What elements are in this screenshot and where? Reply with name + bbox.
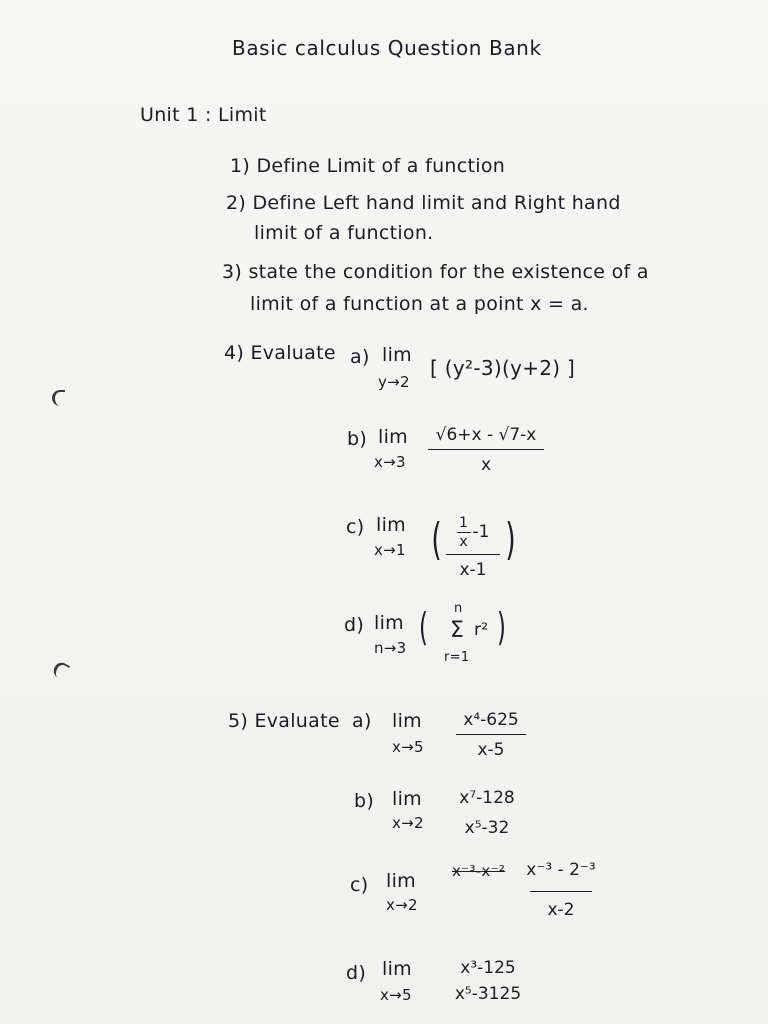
- q5a-approach: x→5: [392, 738, 424, 756]
- q4c-inner-rest: -1: [472, 522, 490, 542]
- q5b-numerator: x⁷-128: [459, 788, 515, 808]
- q5b-denominator: x⁵-32: [464, 818, 510, 838]
- q5c-denominator: x-2: [547, 900, 575, 920]
- left-paren: (: [418, 605, 428, 649]
- q5b-approach: x→2: [392, 814, 424, 832]
- q4a-expression: [ (y²-3)(y+2) ]: [430, 356, 576, 380]
- q5a-numerator: x⁴-625: [463, 710, 519, 730]
- q5d-fraction: [448, 960, 528, 1003]
- q5d-lim: lim: [382, 958, 412, 980]
- q4b-fraction: [428, 427, 544, 474]
- q5b-lim: lim: [392, 788, 422, 810]
- q5a-part: a): [352, 710, 372, 732]
- q4c-inner-denominator: x: [459, 534, 468, 550]
- q4a-lim: lim: [382, 344, 412, 366]
- q4d-approach: n→3: [374, 639, 407, 657]
- question-1: 1) Define Limit of a function: [230, 155, 506, 177]
- q5c-lim: lim: [386, 870, 416, 892]
- q4d-part: d): [344, 614, 365, 636]
- fraction-bar: [428, 449, 544, 450]
- q5d-denominator: x⁵-3125: [454, 984, 522, 1004]
- q4b-denominator: x: [480, 455, 492, 475]
- q4a-part: a): [350, 346, 370, 368]
- q4d-term: r²: [474, 620, 489, 640]
- q5b-part: b): [354, 790, 375, 812]
- fraction-bar: [457, 532, 471, 533]
- q5c-numerator: x⁻³ - 2⁻³: [526, 860, 596, 880]
- q4d-sigma-bottom: r=1: [444, 650, 470, 665]
- q4c-inner-numerator: 1: [459, 515, 468, 531]
- left-paren: (: [431, 514, 442, 565]
- q4c-lim: lim: [376, 514, 406, 536]
- q4b-lim: lim: [378, 426, 408, 448]
- fraction-bar: [454, 812, 520, 813]
- q4d-sigma-top: n: [454, 601, 463, 616]
- fraction-bar: [448, 981, 528, 982]
- q5a-denominator: x-5: [477, 740, 505, 760]
- right-paren: ): [505, 514, 516, 565]
- q4b-numerator: √6+x - √7-x: [435, 425, 537, 445]
- q4b-part: b): [347, 428, 368, 450]
- q4d-lim: lim: [374, 612, 404, 634]
- q5c-approach: x→2: [386, 896, 418, 914]
- question-2-line-1: 2) Define Left hand limit and Right hand: [226, 192, 621, 214]
- q5d-approach: x→5: [380, 986, 412, 1004]
- fraction-bar: [446, 554, 500, 555]
- binder-hole-mark: [51, 660, 70, 680]
- q4c-outer-numerator: [453, 516, 494, 549]
- q4b-approach: x→3: [374, 453, 406, 471]
- q4c-outer-fraction: [446, 516, 500, 579]
- question-3-line-1: 3) state the condition for the existence of a: [222, 261, 649, 283]
- question-4-label: 4) Evaluate: [224, 342, 336, 364]
- q5c-part: c): [350, 874, 369, 896]
- q5c-crossed-expression: x⁻³-x⁻²: [452, 862, 506, 880]
- q5c-fraction: [526, 860, 596, 920]
- q5a-fraction: [456, 712, 526, 759]
- fraction-bar: [530, 891, 592, 892]
- question-2-line-2: limit of a function.: [254, 222, 434, 244]
- q4c-approach: x→1: [374, 541, 406, 559]
- q5a-lim: lim: [392, 710, 422, 732]
- unit-heading: Unit 1 : Limit: [140, 104, 267, 126]
- binder-hole-mark: [52, 390, 65, 406]
- q5d-numerator: x³-125: [460, 958, 516, 978]
- q5b-fraction: [454, 790, 520, 837]
- page-title: Basic calculus Question Bank: [232, 36, 542, 60]
- q4c-part: c): [346, 516, 365, 538]
- q5d-part: d): [346, 962, 367, 984]
- question-3-line-2: limit of a function at a point x = a.: [250, 293, 589, 315]
- question-5-label: 5) Evaluate: [228, 710, 340, 732]
- q4c-outer-denominator: x-1: [459, 560, 487, 580]
- q4d-sigma: Σ: [450, 618, 465, 643]
- right-paren: ): [496, 605, 506, 649]
- fraction-bar: [456, 734, 526, 735]
- q4a-approach: y→2: [378, 373, 410, 391]
